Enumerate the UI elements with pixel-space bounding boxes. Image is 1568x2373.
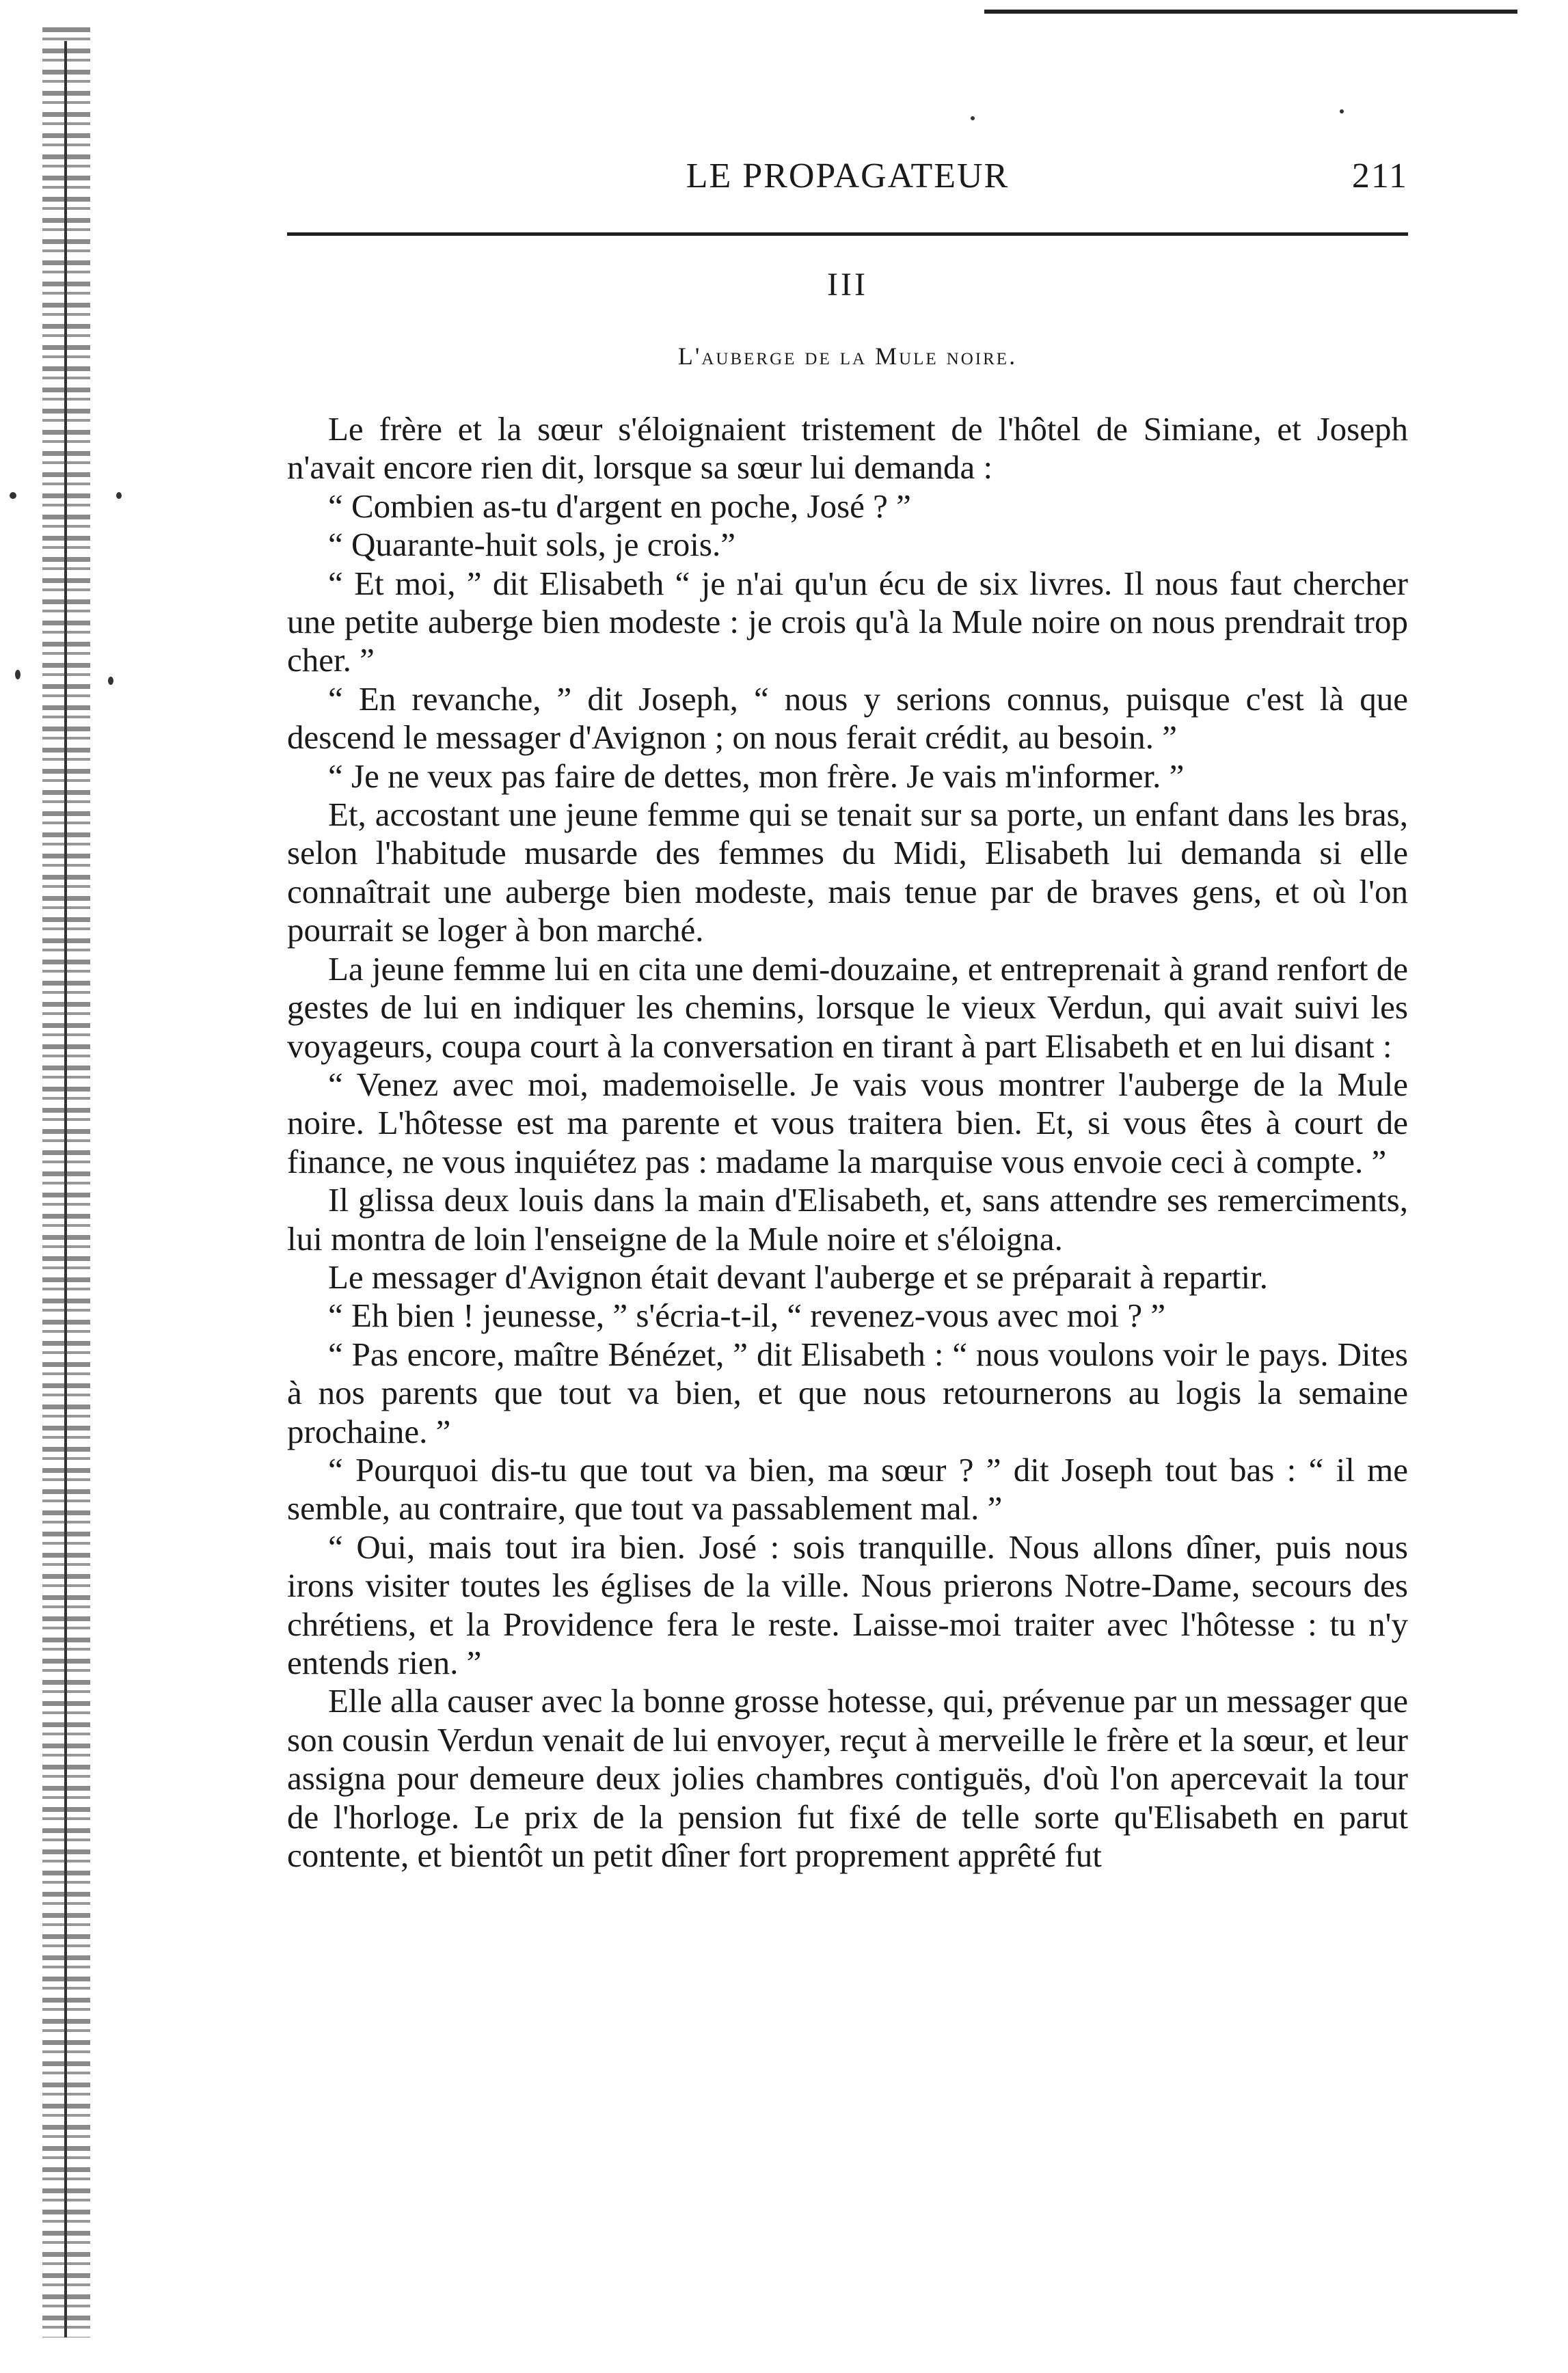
paragraph: “ Je ne veux pas faire de dettes, mon frère. Je vais m'informer. ” xyxy=(328,757,1185,795)
ink-speck xyxy=(971,116,975,120)
paragraph: Le messager d'Avignon était devant l'auberge et se préparait à repartir. xyxy=(328,1258,1269,1296)
paragraph: Elle alla causer avec la bonne grosse hotesse, qui, prévenue par un messager que son cousin Verdun venait de lui envoyer, reçut à merveille le frère et la sœur, et leur assigna pour demeure deux jolies chambres contiguës, d'où l'on apercevait la tour de l'horloge. Le prix de la pension fut fixé de telle sorte qu'Elisabeth en parut contente, et bientôt un petit dîner fort proprement apprêté fut xyxy=(287,1682,1408,1875)
paragraph: “ Oui, mais tout ira bien. José : sois tranquille. Nous allons dîner, puis nous irons visiter toutes les églises de la ville. Nous prierons Notre-Dame, secours des chrétiens, et la Providence fera le reste. Laisse-moi traiter avec l'hôtesse : tu n'y entends rien. ” xyxy=(287,1528,1408,1681)
paragraph: “ En revanche, ” dit Joseph, “ nous y serions connus, puisque c'est là que descend le messager d'Avignon ; on nous ferait crédit, au besoin. ” xyxy=(287,679,1408,757)
chapter-title: L'auberge de la Mule noire. xyxy=(677,342,1018,370)
paragraph: Le frère et la sœur s'éloignaient tristement de l'hôtel de Simiane, et Joseph n'avait encore rien dit, lorsque sa sœur lui demanda : xyxy=(287,410,1408,487)
chapter-number: III xyxy=(827,267,868,303)
ink-speck xyxy=(108,677,113,685)
running-head xyxy=(287,150,1408,212)
paragraph: “ Combien as-tu d'argent en poche, José ? ” xyxy=(328,487,911,525)
paragraph: “ Eh bien ! jeunesse, ” s'écria-t-il, “ revenez-vous avec moi ? ” xyxy=(328,1297,1166,1335)
paragraph: “ Venez avec moi, mademoiselle. Je vais vous montrer l'auberge de la Mule noire. L'hôtesse est ma parente et vous traitera bien. Et, si vous êtes à court de finance, ne vous inquiétez pas : madame la marquise vous envoie ceci à compte. ” xyxy=(287,1065,1408,1180)
ink-speck xyxy=(1340,109,1344,113)
paragraph: “ Quarante-huit sols, je crois.” xyxy=(328,526,735,564)
running-title: LE PROPAGATEUR xyxy=(686,157,1010,195)
paragraph: “ Pourquoi dis-tu que tout va bien, ma sœur ? ” dit Joseph tout bas : “ il me semble, au contraire, que tout va passablement mal. ” xyxy=(287,1450,1408,1528)
paragraph: “ Et moi, ” dit Elisabeth “ je n'ai qu'un écu de six livres. Il nous faut chercher une petite auberge bien modeste : je crois qu'à la Mule noire on nous prendrait trop cher. ” xyxy=(287,564,1408,679)
ink-speck xyxy=(116,492,122,499)
ink-speck xyxy=(15,670,21,679)
header-rule xyxy=(287,232,1408,236)
paragraph: “ Pas encore, maître Bénézet, ” dit Elisabeth : “ nous voulons voir le pays. Dites à nos parents que tout va bien, et que nous retournerons au logis la semaine prochaine. ” xyxy=(287,1335,1408,1450)
ink-speck xyxy=(10,492,16,499)
paragraph: La jeune femme lui en cita une demi-douzaine, et entreprenait à grand renfort de gestes de lui en indiquer les chemins, lorsque le vieux Verdun, qui avait suivi les voyageurs, coupa court à la conversation en tirant à part Elisabeth et en lui disant : xyxy=(287,949,1408,1065)
paragraph: Et, accostant une jeune femme qui se tenait sur sa porte, un enfant dans les bras, selon l'habitude musarde des femmes du Midi, Elisabeth lui demanda si elle connaîtrait une auberge bien modeste, mais tenue par de braves gens, et où l'on pourrait se loger à bon marché. xyxy=(287,796,1408,949)
book-page xyxy=(287,150,1408,2310)
page-number: 211 xyxy=(1351,157,1408,195)
paragraph: Il glissa deux louis dans la main d'Elisabeth, et, sans attendre ses remerciments, lui montra de loin l'enseigne de la Mule noire et s'éloigna. xyxy=(287,1181,1408,1258)
binding-gutter-line xyxy=(64,41,67,2337)
top-edge-rule xyxy=(984,10,1517,14)
body-text xyxy=(287,410,1408,1875)
